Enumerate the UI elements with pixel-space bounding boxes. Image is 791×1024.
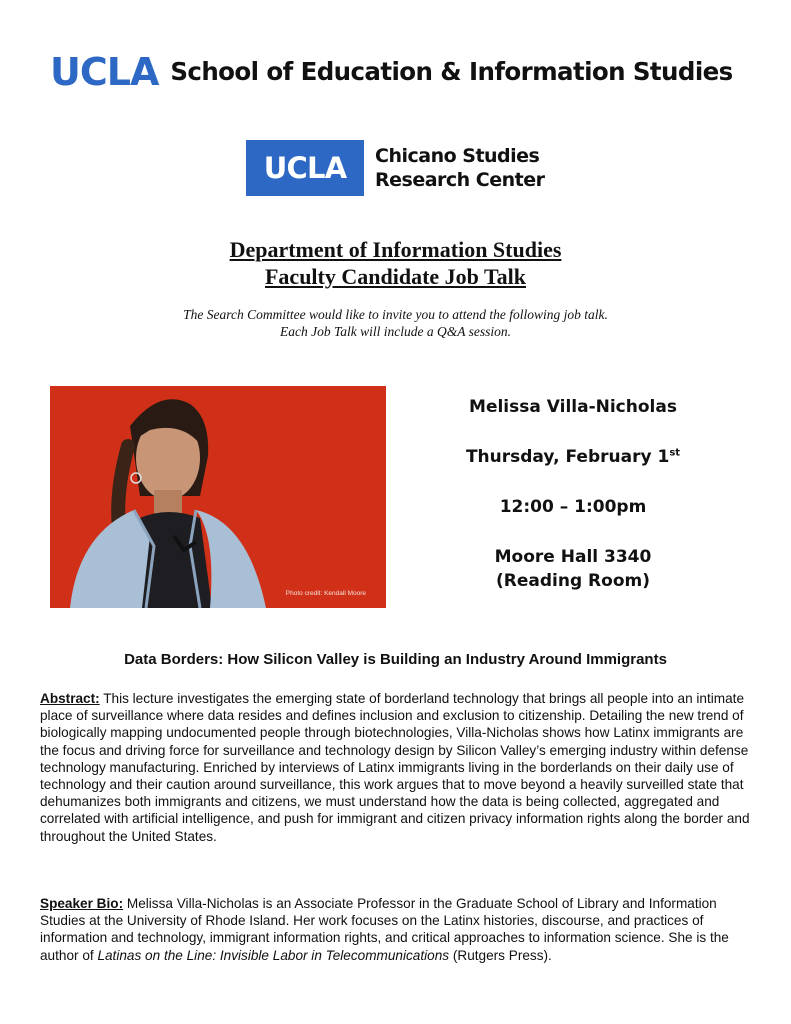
csrc-name: [375, 144, 545, 192]
title-line1: Department of Information Studies: [229, 237, 562, 262]
bio-text-after: (Rutgers Press).: [449, 947, 552, 963]
csrc-logo: [246, 140, 545, 196]
invitation-line1: The Search Committee would like to invite you to attend the following job talk.: [183, 307, 608, 322]
abstract: [40, 690, 756, 845]
event-location-note: (Reading Room): [496, 571, 650, 591]
photo-credit: Photo credit: Kendall Moore: [285, 590, 366, 597]
bio-text-before: Melissa Villa-Nicholas is an Associate Professor in the Graduate School of Library and Information Studies at the University of Rhode Island. Her work focuses on the Latinx histories, discourse, and practices of information and technology, immigrant information rights, and critical approaches to information science. She is the author of: [40, 896, 729, 963]
speaker-bio: [40, 895, 756, 964]
csrc-name-line1: Chicano Studies: [375, 145, 540, 167]
speaker-name: Melissa Villa-Nicholas: [469, 397, 677, 417]
title-line2: Faculty Candidate Job Talk: [264, 264, 526, 289]
abstract-label: Abstract:: [40, 691, 100, 706]
event-date-suffix: st: [669, 447, 681, 459]
page-title: [0, 236, 791, 290]
speaker-portrait-illustration: [50, 386, 386, 608]
event-location-room: Moore Hall 3340: [494, 547, 652, 567]
csrc-ucla-box: [246, 140, 364, 196]
csrc-ucla-wordmark: UCLA: [263, 151, 347, 185]
talk-title: Data Borders: How Silicon Valley is Building an Industry Around Immigrants: [124, 651, 667, 668]
school-name: School of Education & Information Studies: [170, 56, 733, 86]
seis-logo: [50, 46, 733, 98]
event-time: 12:00 – 1:00pm: [499, 497, 647, 517]
invitation-line2: Each Job Talk will include a Q&A session.: [280, 324, 511, 339]
abstract-text: This lecture investigates the emerging state of borderland technology that brings all people into an intimate place of surveillance where data resides and defines inclusion and exclusion to citizenship. Detailing the new trend of biologically mapping undocumented people through biotechnologies, Villa-Nicholas shows how Latinx immigrants are the focus and driving force for surveillance and technology design by Silicon Valley’s emerging industry within defense technology manufacturing. Enriched by interviews of Latinx immigrants living in the borderlands on their daily use of technology and their caution around surveillance, this work argues that to move beyond a heavily surveilled state that dehumanizes both immigrants and citizens, we must understand how the data is being collected, aggregated and correlated with artificial intelligence, and push for immigrant and citizen privacy information rights along the border and throughout the United States.: [40, 691, 750, 844]
csrc-name-line2: Research Center: [375, 169, 545, 191]
event-details: [418, 395, 728, 593]
ucla-wordmark: UCLA: [50, 50, 159, 94]
bio-book-title: Latinas on the Line: Invisible Labor in Telecommunications: [97, 947, 450, 963]
invitation-text: [0, 306, 791, 340]
event-date-text: Thursday, February 1: [465, 447, 670, 467]
speaker-photo: [50, 386, 386, 608]
event-date: [418, 445, 728, 469]
bio-label: Speaker Bio:: [40, 896, 124, 911]
